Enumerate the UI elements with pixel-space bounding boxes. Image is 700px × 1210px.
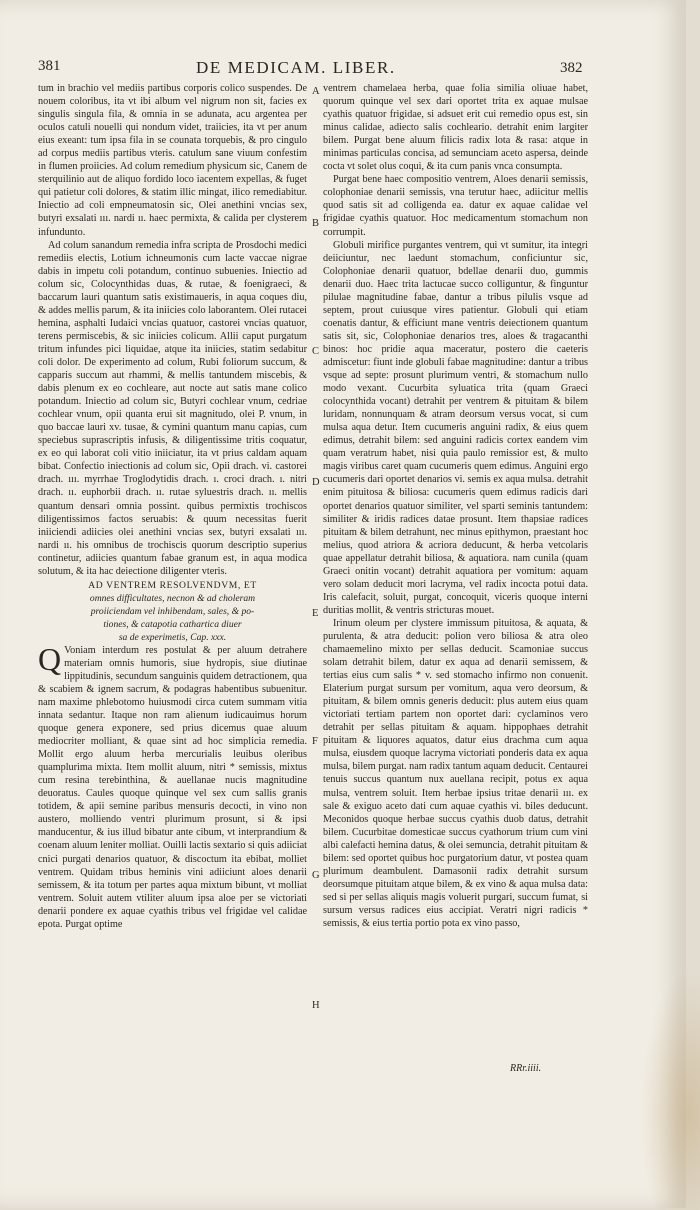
chapter-heading-line-5: sa de experimetis, Cap. xxx.: [118, 631, 227, 643]
chapter-heading: [38, 579, 307, 644]
margin-letter-h: H: [312, 1000, 320, 1011]
margin-letter-g: G: [312, 870, 320, 881]
left-paragraph-3: Voniam interdum res postulat & per aluum detrahere materiam omnis humoris, siue hydropis, siue diutinae lippitudinis, secundum sanguinis quidem detractionem, qua & scabiem & ignem sacrum, & podagras habentibus subuenitur. nam maxime phlebotomo huiusmodi circa cutem summam vitia innata sedantur. Itaque non ram alienum iudicauimus horum quoque genera exponere, sed prius dicemus quae aluum mediocriter molliant, & quae sint ad hoc simplicia remedia. Mollit ergo aluum herba mercurialis leuibus oleribus quamplurima mixta. Item mollit aluum, nitri * semissis, mixtus cum resina terebinthina, & auellanae nucis magnitudine deuoratus. Caules quoque quinque vel sex cum sallis granis totidem, & apii semine paribus mensuris decocti, in vino non austero, molliendo ventri plurimum prosunt, si & ipsi manducentur, & ius illud bibatur ante cibum, vt interprandium & coenam aluum leniter molliat. Ouilli lactis sextario si quis adiiciat cnici purgati denarios quatuor, & discoctum ita ebibat, molliet ventrem. Quidam tribus heminis vini adiiciunt aloes denarii semissem, & ita totum per partes aqua mixtum bibunt, vt molliat ventrem. Soluit autem vtiliter aluum ipsa aloe per se victoriati denarii pondere ex aquae cyathis tribus vel frigidae vel calidae epota. Purgat optime: [38, 644, 307, 930]
chapter-body: [38, 640, 307, 931]
right-paragraph-3: Globuli mirifice purgantes ventrem, qui vt sumitur, ita integri deiiciuntur, nec laedunt stomachum, conficiuntur sic, Colophoniae denarii quatuor, bdellae denarii duo, gummis denarii duo. Haec trita lactucae succo colliguntur, & finguntur pilulae magnitudine fabae, dantur a tribus pilulis vsque ad septem, prout cuiusque vires patientur. Globuli qui etiam coenatis dantur, & efficiunt mane ventris deiectionem quantum satis sit, sic, Colophoniae denarios tres, aloes & tragacanthi binos: hoc pridie aqua maceratur, postero die caeteris admiscetur: fiunt inde globuli fabae magnitudine: dantur a tribus vsque ad septe: prosunt plurimum ventri, & stomachum nullo modo vexant. Cucurbita syluatica trita (quam Graeci colocynthida vocant) detrahit per ventrem & pituitam & bilem luridam, nonnunquam & atram deorsum versus vocat, si cum mulsa aqua detur. Item cucumeris anguini radix, & eius quem edimus, detrahit bilem: sed anguini radicis cortex eandem vim quam veratrum habet, nisi quia paulo remissior est, & multo magis viribus caret quam cucumeris quem edimus. Anguini ergo cucumeris dari oportet denarios vi. semis ex aqua mulsa. detrahit enim pituitosa & biliosa: cucumeris quem edimus radicis dari oportet denarios quatuor similiter, vel sparti seminis tantundem: similiter & iridis radices datae prosunt. Item thapsiae radices pituitam & bilem detrahunt, nec minus epithymon, praestant hoc melius, quod atriora & acriora deducunt, & herba vetcolaris quae appellatur detrahit biliosa, & aquatiora. nam cunila (quam Graeci onitin vocant) detrahit aquatiora per vomitum: aquam vero solam deducit mori lacryma, vel radix incocta potui data. Iris calefacit, soluit, purgat, concoquit, viceris quoque interni duritias mollit, & ventris stricturas mouet.: [323, 239, 588, 616]
right-paragraph-1: ventrem chamelaea herba, quae folia similia oliuae habet, quorum quinque vel sex dari oportet trita ex aquae mulsae cyathis quatuor frigidae, si adsuet erit cui remedio opus est, sin minus calidae, adiecto salis cochleario. detrahit enim largiter bilem. Purgat bene aluum filicis radix lota & rasa: atque in minimas particulas concisa, ad semunciam aceto aspersa, deinde cocta vt solet olus coqui, & ita cum panis vnca consumpta.: [323, 83, 588, 173]
chapter-heading-line-2: omnes difficultates, necnon & ad choleram: [89, 592, 256, 604]
running-header: [0, 58, 700, 82]
right-paragraph-4: Irinum oleum per clystere immissum pituitosa, & aquata, & purulenta, & atra deducit: polion vero biliosa & atra oleo chamaemelino mixto per sellas deducit. Scamoniae succus solam detrahit bilem, datur ex aqua ad denarii semissem, & tertias eius cum salis * v. sed stomacho infirmo non conuenit. Elaterium purgat sursum per vomitum, aqua vero deorsum, & pituitam, & bilem omnis generis deducit: plus autem eius quam victoriati tertiam partem non oportet dari: cyclaminos vero detrahit per sellas pituitam & aquam. hippophaes detrahit pituitam & liquores aquatos, datur eius drachma cum aqua mulsa, eiusdem quoque lacryma victoriati ponderis data ex aqua mulsa, bilem purgat. nam radix tantum aquam deducit. Centaurei tenuis succus quantum nux auellana recipit, potus ex aqua mulsa, ventrem soluit. Item herbae ipsius tritae denarii ııı. ex sale & exiguo aceto dati cum aquae cyathis vi. biles deducunt. Meconidos quoque herbae succus cyathis duob datus, detrahit bilem. Cucurbitae domesticae succus cyathorum trium cum vini albi calefacti hemina datus, & olei semuncia, detrahit pituitam & bilem: sed oportet quibus hoc purgatorium datur, vt postea quam plurimum deambulent. Damasonii radix detrahit sursum deorsumque pituitam atque bilem, & ex vino & aqua mulsa data: sed si per sellas aliquis magis voluerit purgari, succum fumat, si sursum versus radices eius accipiat. Veratri nigri radicis * semissis, & eius tertia portio pota ex vino passo,: [323, 617, 588, 929]
margin-letter-c: C: [312, 346, 320, 357]
signature-mark: RRr.iiii.: [510, 1063, 542, 1074]
drop-cap: Q: [38, 640, 62, 677]
page-stain: [640, 970, 700, 1210]
left-column: [38, 82, 307, 931]
chapter-heading-line-1: AD VENTREM RESOLVENDVM, ET: [88, 579, 257, 591]
margin-letter-e: E: [312, 608, 319, 619]
page-number-left: 381: [38, 58, 61, 74]
chapter-heading-line-4: tiones, & catapotia cathartica diuer: [103, 618, 242, 630]
right-paragraph-2: Purgat bene haec compositio ventrem, Aloes denarii semissis, colophoniae denarii semissis, vna terutur haec, adiicitur mellis quod satis sit ad colligenda ea. datur ex aquae calidae vel frigidae cyathis quatuor. Hoc medicamentum stomachum non corrumpit.: [323, 174, 588, 238]
running-title: DE MEDICAM. LIBER.: [196, 58, 396, 77]
left-paragraph-1: tum in brachio vel mediis partibus corporis colico suspendes. De nouem coloribus, ita vt ibi album vel nigrum non sit, facies ex singulis singula fila, & omnia in se adunata, acu argentea per oculos catuli nouelli qui nondum videt, traiicies, ita vt per anum eius exeant: tum ipsa fila in se counata torquebis, & pro cingulo ad corpus mediis partibus vteris. catulum sane viuum confestim in flumen proiicies. Ad colum remedium physicum sic, Canem de sterquilinio aut de aliquo fordido loco iacentem expellas, & fuget qui patietur coli dolores, & statim illic mingat, ilico remediabitur. Iniectio ad coli empneumatosin sic, Olei anethini vncias sex, butyri exsalati ııı. nardi ıı. haec permixta, & calida per clysterem infundunto.: [38, 83, 307, 238]
margin-letter-f: F: [312, 736, 318, 747]
left-paragraph-2: Ad colum sanandum remedia infra scripta de Prosdochi medici remediis electis, Lotium ichneumonis cum lacte vaccae nigrae dabis in impetu coli potandum, continuo subuenies. Iniectio ad colum sic, Colocynthidas duas, & rutae, & foenigraeci, & baccarum lauri quantum satis existimaueris, in aqua coques diu, & addes mellis parum, & ita iniicies colo laborantem. Olei rutacei hemina, asphalti Iudaici vncias quatuor, castorei vncias quatuor, terens permiscebis, & sic iniicies colicum. Allii caput purgatum tritum infundes pici liquidae, atque ita iniicies, statim sedabitur coli dolor. De experimento ad colum, Rubi foliorum succum, & capparis succum aut rhammi, & mellis tantundem miscebis, & dabis plenum ex eo cochleare, aut nocte aut satis mane colico potandum. Iniectio ad colum sic, Butyri cochlear vnum, cedriae cochlear vnum, opii quanta erui sit magnitudo, olei P. vnum, in quo baccae lauri xv. tusae, & cymini quantum manu capias, cum speciebus suprascriptis infusis, & diligentissime tritis coquatur, ex eo qui laborat coli vitio iniiciatur, ita vt prius caldam aquam bibat. Confectio iniectionis ad colum sic, Opii drach. vi. castorei drach. ııı. myrrhae Troglodytidis drach. ı. croci drach. ı. nitri drach. ıı. euphorbii drach. ıı. rutae syluestris drach. ıı. mellis quantum densari omnia possint. quibus permixtis trochiscos diligentissimos factos seruabis: & quum necessitas fuerit iniiciendi adiicies olei anethini vncias sex, butyri exsalati ııı. nardi ıı. his omnibus de trochiscis quorum descriptio superius continetur, adiicies quantum fabae granum est, in aqua modica solutum, & ita hac deiectione diligenter vteris.: [38, 239, 307, 577]
right-column: [323, 82, 588, 930]
margin-letter-b: B: [312, 218, 320, 229]
chapter-heading-line-3: proiiciendam vel inhibendam, sales, & po-: [90, 605, 255, 617]
margin-letter-a: A: [312, 86, 320, 97]
margin-letter-d: D: [312, 477, 320, 488]
page-number-right: 382: [560, 60, 583, 76]
